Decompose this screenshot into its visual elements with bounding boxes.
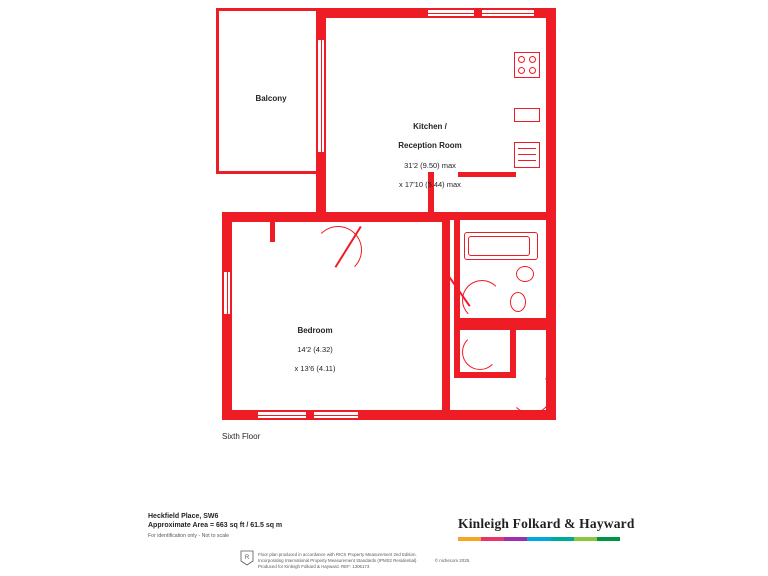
hob-ring-3 xyxy=(518,67,525,74)
bedroom-window-bottom-2-line xyxy=(314,415,358,416)
property-area: Approximate Area = 663 sq ft / 61.5 sq m xyxy=(148,522,283,529)
balcony-wall-left xyxy=(216,8,219,174)
kitchen-name-line1: Kitchen / xyxy=(413,121,447,131)
svg-text:R: R xyxy=(244,555,250,561)
rics-line-3: Produced for Kinleigh Folkard & Hayward. REF: 1306173 xyxy=(258,564,370,569)
kitchen-dimension-2: x 17'10 (5.44) max xyxy=(399,179,461,189)
hob-ring-4 xyxy=(529,67,536,74)
bedroom-dimension-1: 14'2 (4.32) xyxy=(297,345,333,354)
footer xyxy=(0,500,768,576)
balcony-name: Balcony xyxy=(255,93,287,103)
window-top-2-line xyxy=(482,13,534,14)
brand-bar-2 xyxy=(481,537,504,541)
door-bath-arc xyxy=(462,280,502,320)
kitchen-reception-label xyxy=(358,112,502,199)
rics-statement xyxy=(258,552,588,570)
brand-bar-3 xyxy=(504,537,527,541)
wall-bathroom-left xyxy=(454,220,460,324)
bedroom-name: Bedroom xyxy=(297,325,333,335)
appliance-line-3 xyxy=(518,160,536,161)
balcony-door-line xyxy=(321,40,322,152)
hob-ring-2 xyxy=(529,56,536,63)
balcony-wall-top xyxy=(216,8,324,11)
plan-disclaimer: For identification only - Not to scale xyxy=(148,533,230,539)
brand-bar-6 xyxy=(574,537,597,541)
appliance-line-2 xyxy=(518,154,536,155)
floor-plan-drawing xyxy=(210,4,566,424)
bath-inner xyxy=(468,236,530,256)
exterior-wall-left xyxy=(222,212,232,420)
bedroom-label xyxy=(256,316,374,383)
window-top-1-line xyxy=(428,13,474,14)
rics-line-2: Incorporating International Property Measurement Standards (IPMS2 Residential). xyxy=(258,558,418,563)
wall-hall-vertical xyxy=(442,212,450,420)
brand-bar-4 xyxy=(527,537,550,541)
door-entry-arc xyxy=(510,372,552,414)
kitchen-name-line2: Reception Room xyxy=(398,141,462,150)
hob-ring-1 xyxy=(518,56,525,63)
interior-wall-upper-horizontal xyxy=(222,212,442,222)
window-left-line xyxy=(227,272,228,314)
wall-bedroom-top-nib xyxy=(270,222,275,242)
appliance-line-1 xyxy=(518,148,536,149)
rics-line-1: Floor plan produced in accordance with RICS Property Measurement 2nd Edition, xyxy=(258,552,417,557)
balcony-wall-bottom xyxy=(216,171,324,174)
wall-store-top xyxy=(454,324,556,330)
wall-kitchen-bottom-right xyxy=(442,212,556,220)
brand-bar-1 xyxy=(458,537,481,541)
brand-name: Kinleigh Folkard & Hayward xyxy=(458,516,635,531)
wall-store-divider xyxy=(510,324,516,378)
brand-color-bars xyxy=(458,537,620,541)
wall-store-bottom xyxy=(454,372,514,378)
wall-store-left xyxy=(454,324,460,378)
property-address-block xyxy=(148,512,282,541)
balcony-label xyxy=(230,84,312,113)
basin-icon xyxy=(516,266,534,282)
rics-badge-icon xyxy=(240,550,254,566)
bedroom-dimension-2: x 13'6 (4.11) xyxy=(294,364,336,373)
property-address: Heckfield Place, SW6 xyxy=(148,513,219,520)
floor-note: Sixth Floor xyxy=(222,432,261,441)
rics-copyright: © nichecom 2025. xyxy=(434,558,471,563)
brand-bar-5 xyxy=(551,537,574,541)
door-bedroom-arc xyxy=(314,226,362,274)
kitchen-dimension-1: 31'2 (9.50) max xyxy=(404,160,456,170)
hob-icon xyxy=(514,52,540,78)
brand-bar-7 xyxy=(597,537,620,541)
door-store-arc xyxy=(462,334,498,370)
sink-icon xyxy=(514,108,540,122)
toilet-icon xyxy=(510,292,526,312)
bedroom-window-bottom-1-line xyxy=(258,415,306,416)
appliance-icon xyxy=(514,142,540,168)
